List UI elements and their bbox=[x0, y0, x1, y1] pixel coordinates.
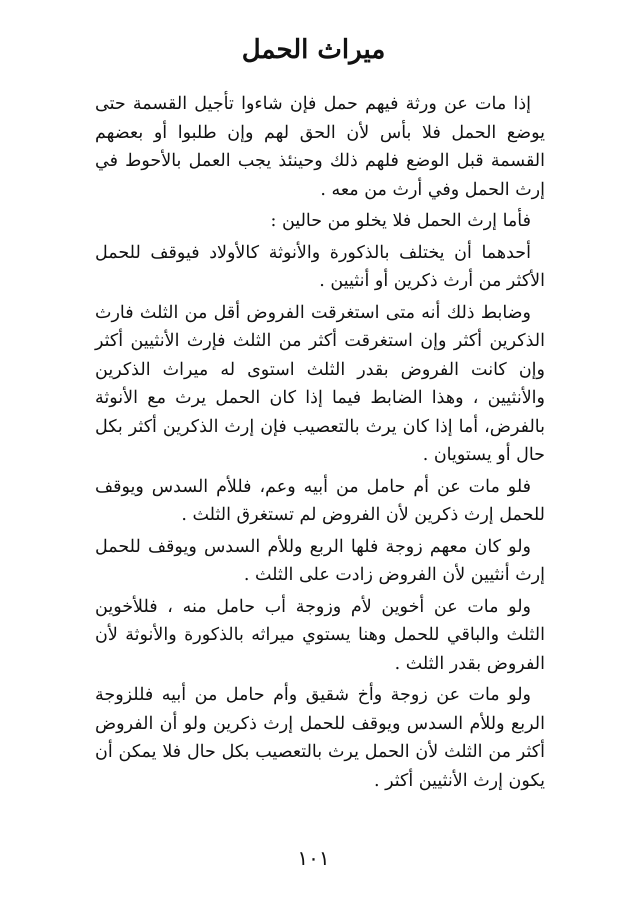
body-text bbox=[95, 90, 545, 798]
paragraph-8: ولو مات عن زوجة وأخ شقيق وأم حامل من أبيه فللزوجة الربع وللأم السدس ويوقف للحمل إرث ذكرين ولو أن الفروض أكثر من الثلث لأن الحمل يرث بالتعصيب بكل حال فلا يمكن أن يكون إرث الأنثيين أكثر . bbox=[95, 685, 545, 791]
paragraph-4: وضابط ذلك أنه متى استغرقت الفروض أقل من الثلث فارث الذكرين أكثر وإن استغرقت أكثر من الثلث فإرث الأنثيين أكثر وإن كانت الفروض بقدر الثلث استوى له ميراث الذكرين والأنثيين ، وهذا الضابط فيما إذا كان الحمل يرث مع الأنوثة بالفرض، أما إذا كان يرث بالتعصيب فإن إرث الذكرين أكثر بكل حال أو يستويان . bbox=[95, 302, 545, 465]
paragraph-5: فلو مات عن أم حامل من أبيه وعم، فللأم السدس ويوقف للحمل إرث ذكرين لأن الفروض لم تستغرق الثلث . bbox=[95, 476, 545, 525]
paragraph-3: أحدهما أن يختلف بالذكورة والأنوثة كالأولاد فيوقف للحمل الأكثر من أرث ذكرين أو أنثيين . bbox=[95, 242, 545, 291]
paragraph-2: فأما إرث الحمل فلا يخلو من حالين : bbox=[270, 211, 531, 231]
paragraph-7: ولو مات عن أخوين لأم وزوجة أب حامل منه ، فللأخوين الثلث والباقي للحمل وهنا يستوي ميراثه بالذكورة والأنوثة لأن الفروض بقدر الثلث . bbox=[95, 596, 545, 674]
page-number: ١٠١ bbox=[297, 846, 330, 870]
paragraph-6: ولو كان معهم زوجة فلها الربع وللأم السدس ويوقف للحمل إرث أنثيين لأن الفروض زادت على الثلث . bbox=[95, 536, 545, 585]
paragraph-1: إذا مات عن ورثة فيهم حمل فإن شاءوا تأجيل القسمة حتى يوضع الحمل فلا بأس لأن الحق لهم وإن طلبوا أو بعضهم القسمة قبل الوضع فلهم ذلك وحينئذ يجب العمل بالأحوط في إرث الحمل وفي أرث من معه . bbox=[95, 94, 545, 200]
page-title: ميراث الحمل bbox=[241, 35, 386, 65]
